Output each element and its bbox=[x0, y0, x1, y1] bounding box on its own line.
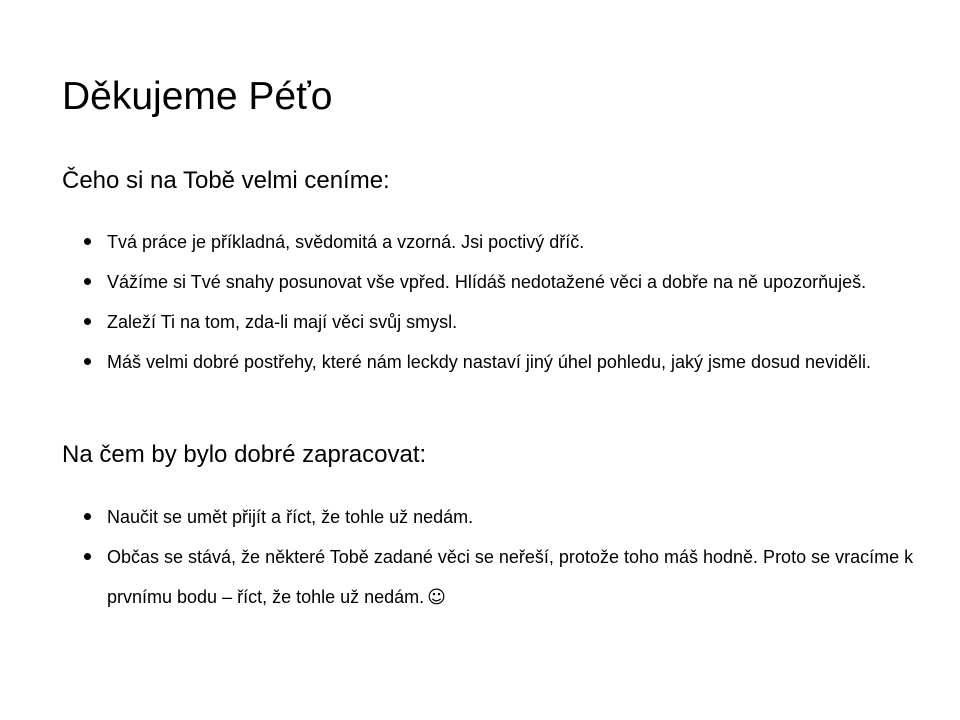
list-item bbox=[82, 537, 932, 618]
bullet-icon bbox=[84, 513, 91, 520]
list-item bbox=[82, 222, 932, 262]
section-heading-strengths: Čeho si na Tobě velmi ceníme: bbox=[62, 167, 390, 194]
list-item-text: Zaleží Ti na tom, zda-li mají věci svůj smysl. bbox=[107, 312, 458, 332]
smiley-icon: ☺ bbox=[427, 587, 446, 608]
list-item bbox=[82, 262, 932, 302]
bullet-icon bbox=[84, 278, 91, 285]
section-heading-improvements: Na čem by bylo dobré zapracovat: bbox=[62, 441, 427, 468]
bullet-icon bbox=[84, 553, 91, 560]
bullet-icon bbox=[84, 358, 91, 365]
improvements-list bbox=[82, 497, 932, 618]
list-item bbox=[82, 497, 932, 537]
list-item-text: Naučit se umět přijít a říct, že tohle už nedám. bbox=[107, 507, 474, 527]
strengths-list bbox=[82, 222, 932, 382]
list-item-text: Občas se stává, že některé Tobě zadané věci se neřeší, protože toho máš hodně. Proto se vracíme k prvnímu bodu – říct, že tohle už nedám. bbox=[107, 547, 914, 607]
list-item-text: Máš velmi dobré postřehy, které nám leckdy nastaví jiný úhel pohledu, jaký jsme dosud neviděli. bbox=[107, 352, 872, 372]
list-item-text: Vážíme si Tvé snahy posunovat vše vpřed. Hlídáš nedotažené věci a dobře na ně upozorňuješ. bbox=[107, 272, 867, 292]
bullet-icon bbox=[84, 318, 91, 325]
list-item bbox=[82, 302, 932, 342]
bullet-icon bbox=[84, 238, 91, 245]
page-title: Děkujeme Péťo bbox=[62, 75, 333, 118]
list-item-text: Tvá práce je příkladná, svědomitá a vzorná. Jsi poctivý dříč. bbox=[107, 232, 585, 252]
list-item bbox=[82, 342, 932, 382]
